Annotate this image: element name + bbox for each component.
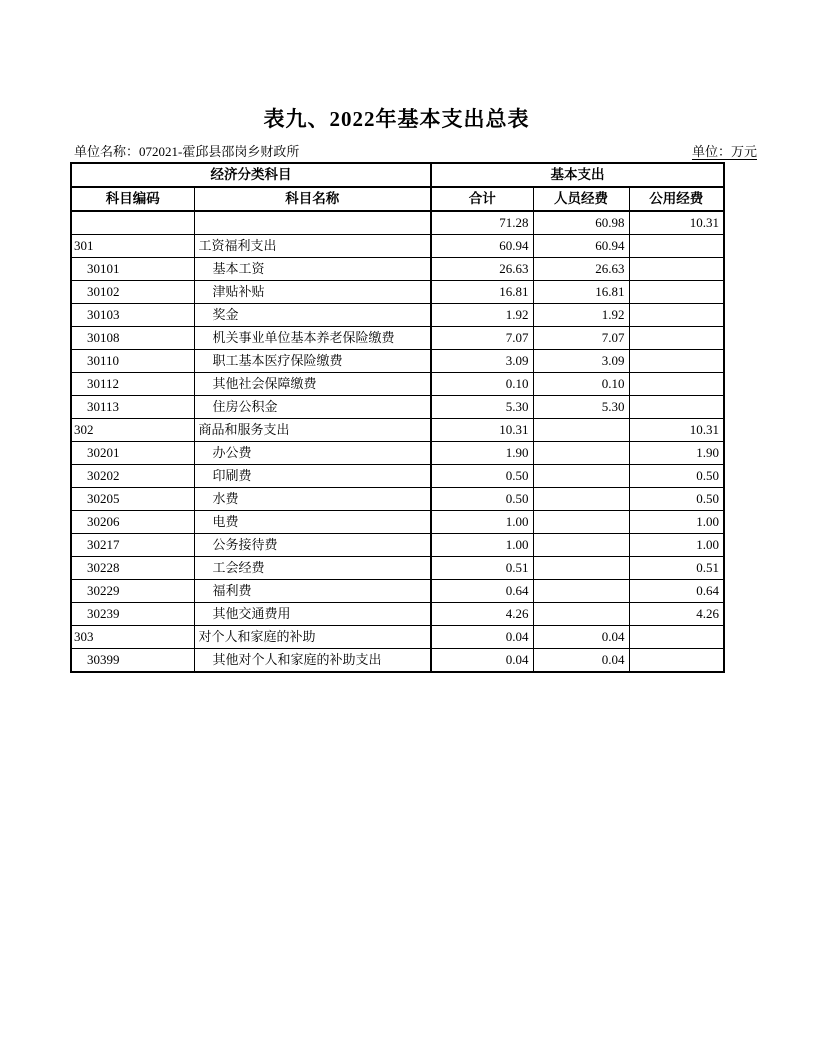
cell-personnel-funds [533,580,629,603]
cell-public-funds: 4.26 [629,603,724,626]
cell-personnel-funds [533,419,629,442]
col-header-total: 合计 [431,187,533,211]
cell-subject-name: 福利费 [194,580,431,603]
cell-public-funds: 0.51 [629,557,724,580]
cell-subject-name: 津贴补贴 [194,281,431,304]
cell-subject-name: 水费 [194,488,431,511]
cell-total: 0.51 [431,557,533,580]
cell-total: 4.26 [431,603,533,626]
cell-subject-name: 商品和服务支出 [194,419,431,442]
cell-subject-name: 电费 [194,511,431,534]
cell-personnel-funds: 16.81 [533,281,629,304]
cell-subject-name: 其他社会保障缴费 [194,373,431,396]
cell-total: 10.31 [431,419,533,442]
basic-expenditure-table [70,162,725,673]
cell-total: 0.64 [431,580,533,603]
cell-subject-name: 奖金 [194,304,431,327]
cell-total: 1.00 [431,511,533,534]
cell-public-funds: 0.50 [629,488,724,511]
cell-public-funds [629,350,724,373]
cell-personnel-funds [533,557,629,580]
cell-total: 0.04 [431,626,533,649]
col-header-personnel-funds: 人员经费 [533,187,629,211]
table-row [71,557,724,580]
cell-subject-name: 其他对个人和家庭的补助支出 [194,649,431,673]
table-row [71,350,724,373]
col-header-subject-name: 科目名称 [194,187,431,211]
cell-subject-code: 30201 [71,442,194,465]
cell-subject-code: 302 [71,419,194,442]
table-row [71,235,724,258]
table-row [71,465,724,488]
cell-personnel-funds: 0.04 [533,649,629,673]
cell-personnel-funds [533,511,629,534]
info-line [0,141,816,161]
table-header [71,163,724,211]
cell-subject-code [71,211,194,235]
cell-total: 3.09 [431,350,533,373]
cell-subject-code: 30206 [71,511,194,534]
cell-subject-code: 30102 [71,281,194,304]
cell-public-funds: 1.90 [629,442,724,465]
cell-total: 16.81 [431,281,533,304]
cell-total: 1.90 [431,442,533,465]
cell-subject-name: 印刷费 [194,465,431,488]
cell-personnel-funds: 5.30 [533,396,629,419]
cell-subject-name: 对个人和家庭的补助 [194,626,431,649]
cell-subject-code: 30112 [71,373,194,396]
cell-subject-name: 工会经费 [194,557,431,580]
col-group-economic-classification: 经济分类科目 [71,163,431,187]
cell-personnel-funds: 0.10 [533,373,629,396]
cell-total: 0.10 [431,373,533,396]
cell-personnel-funds: 0.04 [533,626,629,649]
cell-personnel-funds [533,442,629,465]
table-row [71,258,724,281]
cell-subject-code: 303 [71,626,194,649]
table-row [71,511,724,534]
table-row [71,649,724,673]
cell-subject-code: 30239 [71,603,194,626]
cell-subject-name: 住房公积金 [194,396,431,419]
cell-public-funds [629,626,724,649]
cell-public-funds: 1.00 [629,534,724,557]
table-row [71,211,724,235]
cell-total: 0.50 [431,465,533,488]
cell-total: 71.28 [431,211,533,235]
cell-subject-code: 301 [71,235,194,258]
cell-public-funds [629,396,724,419]
table-row [71,304,724,327]
cell-subject-code: 30113 [71,396,194,419]
cell-personnel-funds: 1.92 [533,304,629,327]
cell-subject-code: 30101 [71,258,194,281]
cell-subject-code: 30228 [71,557,194,580]
header-row [71,187,724,211]
cell-personnel-funds: 60.98 [533,211,629,235]
cell-public-funds [629,304,724,327]
page-title: 表九、2022年基本支出总表 [263,107,530,131]
unit-name-label: 单位名称：072021-霍邱县邵岗乡财政所 [74,144,300,159]
table-row [71,327,724,350]
cell-personnel-funds: 26.63 [533,258,629,281]
table-row [71,488,724,511]
cell-public-funds [629,281,724,304]
table-row [71,603,724,626]
cell-subject-name: 其他交通费用 [194,603,431,626]
cell-subject-code: 30399 [71,649,194,673]
cell-subject-code: 30108 [71,327,194,350]
cell-subject-code: 30229 [71,580,194,603]
cell-subject-name: 办公费 [194,442,431,465]
unit-of-measure-label: 单位：万元 [691,144,757,159]
cell-public-funds: 10.31 [629,419,724,442]
table-row [71,281,724,304]
cell-personnel-funds: 60.94 [533,235,629,258]
cell-subject-code: 30110 [71,350,194,373]
cell-public-funds: 0.64 [629,580,724,603]
cell-public-funds [629,258,724,281]
cell-subject-name: 工资福利支出 [194,235,431,258]
cell-personnel-funds [533,488,629,511]
table-row [71,580,724,603]
cell-total: 5.30 [431,396,533,419]
cell-total: 26.63 [431,258,533,281]
cell-public-funds [629,373,724,396]
cell-public-funds [629,649,724,673]
cell-subject-code: 30217 [71,534,194,557]
table-row [71,396,724,419]
cell-total: 0.50 [431,488,533,511]
table-row [71,373,724,396]
header-group-row [71,163,724,187]
cell-subject-code: 30103 [71,304,194,327]
cell-personnel-funds [533,603,629,626]
table-row [71,442,724,465]
cell-subject-name: 基本工资 [194,258,431,281]
cell-public-funds: 1.00 [629,511,724,534]
cell-subject-name: 公务接待费 [194,534,431,557]
col-header-public-funds: 公用经费 [629,187,724,211]
cell-total: 0.04 [431,649,533,673]
cell-public-funds [629,327,724,350]
cell-public-funds [629,235,724,258]
cell-public-funds: 0.50 [629,465,724,488]
cell-subject-name [194,211,431,235]
cell-total: 1.92 [431,304,533,327]
cell-public-funds: 10.31 [629,211,724,235]
table-body [71,211,724,672]
col-group-basic-expenditure: 基本支出 [431,163,724,187]
cell-subject-name: 职工基本医疗保险缴费 [194,350,431,373]
table-row [71,626,724,649]
cell-subject-code: 30202 [71,465,194,488]
cell-personnel-funds: 3.09 [533,350,629,373]
cell-total: 60.94 [431,235,533,258]
col-header-subject-code: 科目编码 [71,187,194,211]
cell-total: 7.07 [431,327,533,350]
cell-personnel-funds: 7.07 [533,327,629,350]
cell-personnel-funds [533,465,629,488]
cell-subject-name: 机关事业单位基本养老保险缴费 [194,327,431,350]
cell-subject-code: 30205 [71,488,194,511]
cell-total: 1.00 [431,534,533,557]
cell-personnel-funds [533,534,629,557]
table-row [71,534,724,557]
table-row [71,419,724,442]
